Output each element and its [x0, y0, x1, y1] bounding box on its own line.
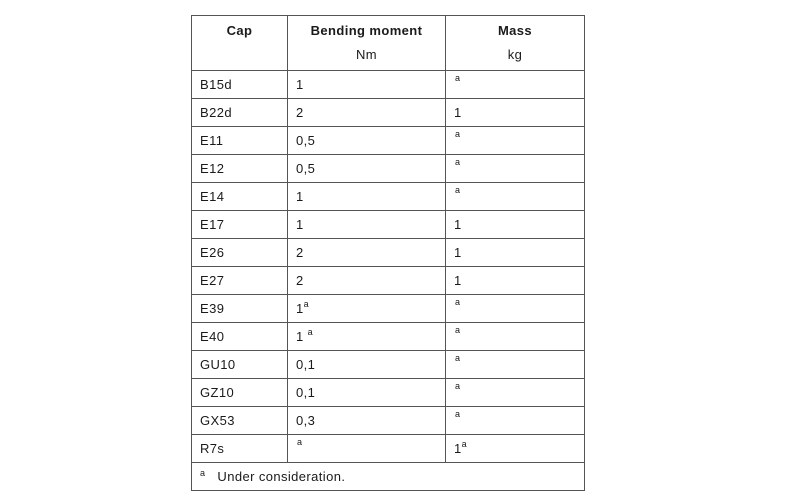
bending-moment-footnote-mark: a — [297, 437, 303, 447]
cell-mass — [446, 239, 585, 267]
cell-bending-moment — [288, 267, 446, 295]
bending-moment-value: 0,5 — [296, 132, 316, 148]
table-row — [192, 127, 585, 155]
cell-mass — [446, 435, 585, 463]
cell-mass — [446, 127, 585, 155]
mass-footnote-mark: a — [455, 353, 461, 363]
cell-cap — [192, 295, 288, 323]
cell-bending-moment — [288, 155, 446, 183]
cell-mass — [446, 323, 585, 351]
cell-bending-moment — [288, 323, 446, 351]
cell-bending-moment — [288, 183, 446, 211]
table-body — [192, 71, 585, 463]
mass-footnote-mark: a — [455, 325, 461, 335]
cell-mass — [446, 99, 585, 127]
cap-value: B15d — [200, 76, 232, 92]
mass-value: 1 — [454, 272, 462, 288]
cell-mass — [446, 183, 585, 211]
table-row — [192, 155, 585, 183]
footnote-cell — [192, 463, 585, 491]
header-mass-unit: kg — [507, 47, 523, 62]
mass-footnote-mark: a — [455, 129, 461, 139]
cap-value: R7s — [200, 440, 225, 456]
bending-moment-value: 2 — [296, 104, 304, 120]
cap-value: B22d — [200, 104, 232, 120]
cell-bending-moment — [288, 407, 446, 435]
mass-value: 1 — [454, 440, 462, 456]
cell-cap — [192, 155, 288, 183]
cap-value: E39 — [200, 300, 225, 316]
table-row — [192, 379, 585, 407]
header-mass-label: Mass — [497, 23, 533, 38]
cell-bending-moment — [288, 211, 446, 239]
header-row — [192, 16, 585, 71]
header-bending-moment-label: Bending moment — [310, 23, 423, 38]
mass-footnote-mark: a — [455, 157, 461, 167]
table-row — [192, 295, 585, 323]
cell-mass — [446, 71, 585, 99]
cap-value: GX53 — [200, 412, 235, 428]
table-row — [192, 435, 585, 463]
cap-value: GU10 — [200, 356, 236, 372]
bending-moment-footnote-mark: a — [307, 326, 314, 337]
cap-table — [191, 15, 585, 491]
cell-mass — [446, 351, 585, 379]
bending-moment-value: 1 — [296, 76, 304, 92]
bending-moment-value: 1 — [296, 300, 304, 316]
table-row — [192, 99, 585, 127]
cell-mass — [446, 267, 585, 295]
bending-moment-value: 0,5 — [296, 160, 316, 176]
cell-cap — [192, 323, 288, 351]
bending-moment-value: 0,3 — [296, 412, 316, 428]
cell-cap — [192, 267, 288, 295]
bending-moment-footnote-mark: a — [303, 298, 310, 309]
cap-value: E17 — [200, 216, 225, 232]
table-row — [192, 183, 585, 211]
cell-mass — [446, 155, 585, 183]
mass-value: 1 — [454, 244, 462, 260]
header-bending-moment-unit: Nm — [355, 47, 378, 62]
cell-bending-moment — [288, 127, 446, 155]
bending-moment-value: 1 — [296, 328, 308, 344]
cell-cap — [192, 211, 288, 239]
header-bending-moment — [288, 16, 446, 71]
cell-cap — [192, 71, 288, 99]
cell-bending-moment — [288, 435, 446, 463]
cap-value: E26 — [200, 244, 225, 260]
footnote-text: Under consideration. — [217, 469, 346, 484]
mass-footnote-mark: a — [455, 381, 461, 391]
cell-cap — [192, 127, 288, 155]
table-row — [192, 407, 585, 435]
mass-footnote-mark: a — [455, 185, 461, 195]
cap-value: E14 — [200, 188, 225, 204]
cap-value: E12 — [200, 160, 225, 176]
table-row — [192, 323, 585, 351]
header-cap — [192, 16, 288, 71]
mass-value: 1 — [454, 104, 462, 120]
cell-cap — [192, 379, 288, 407]
cell-bending-moment — [288, 71, 446, 99]
bending-moment-value: 1 — [296, 216, 304, 232]
cell-cap — [192, 239, 288, 267]
bending-moment-value: 2 — [296, 272, 304, 288]
cap-value: E40 — [200, 328, 225, 344]
table-row — [192, 351, 585, 379]
cell-cap — [192, 183, 288, 211]
cell-bending-moment — [288, 295, 446, 323]
cap-value: E11 — [200, 132, 224, 148]
mass-footnote-mark: a — [455, 297, 461, 307]
cell-bending-moment — [288, 99, 446, 127]
header-mass — [446, 16, 585, 71]
bending-moment-value: 2 — [296, 244, 304, 260]
bending-moment-value: 1 — [296, 188, 304, 204]
cell-mass — [446, 295, 585, 323]
header-cap-label: Cap — [226, 23, 253, 38]
cell-mass — [446, 379, 585, 407]
table-row — [192, 71, 585, 99]
cell-cap — [192, 407, 288, 435]
cap-table-container — [191, 15, 584, 491]
cap-value: E27 — [200, 272, 225, 288]
bending-moment-value: 0,1 — [296, 384, 316, 400]
cell-bending-moment — [288, 239, 446, 267]
cell-cap — [192, 351, 288, 379]
table-row — [192, 239, 585, 267]
cell-mass — [446, 407, 585, 435]
bending-moment-value: 0,1 — [296, 356, 316, 372]
cell-cap — [192, 435, 288, 463]
mass-value: 1 — [454, 216, 462, 232]
cell-mass — [446, 211, 585, 239]
footnote-row — [192, 463, 585, 491]
footnote-mark: a — [200, 468, 206, 478]
table-row — [192, 211, 585, 239]
mass-footnote-mark: a — [455, 409, 461, 419]
mass-footnote-mark: a — [461, 438, 468, 449]
table-row — [192, 267, 585, 295]
cell-cap — [192, 99, 288, 127]
cell-bending-moment — [288, 351, 446, 379]
mass-footnote-mark: a — [455, 73, 461, 83]
cell-bending-moment — [288, 379, 446, 407]
cap-value: GZ10 — [200, 384, 235, 400]
